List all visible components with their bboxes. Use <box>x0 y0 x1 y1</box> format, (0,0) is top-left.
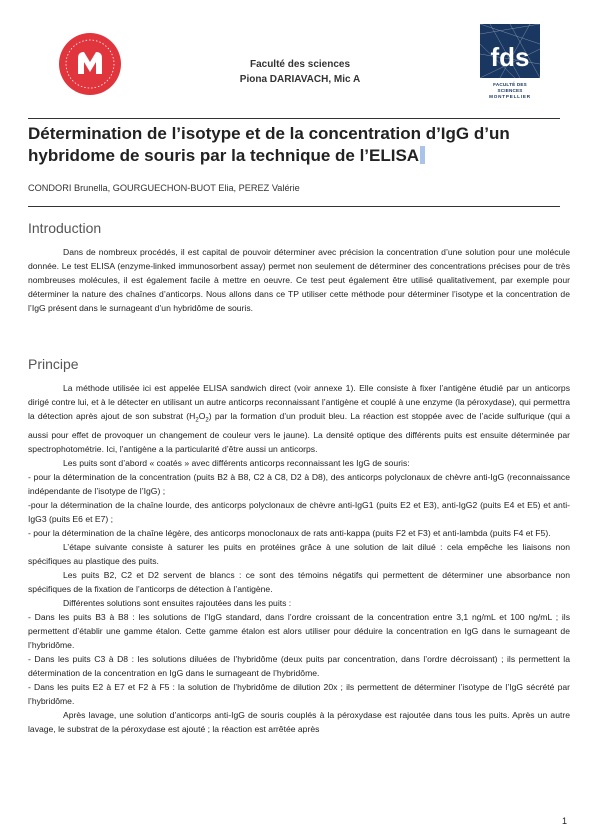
document-title: Détermination de l’isotype et de la concentration d’IgG d’un hybridome de souris par la technique de l’ELISA <box>28 124 510 165</box>
faculty-name: Faculté des sciences <box>249 59 351 70</box>
university-montpellier-logo <box>58 32 122 96</box>
paragraph: - pour la détermination de la concentration (puits B2 à B8, C2 à C8, D2 à D8), des anticorps polyclonaux de chèvre anti-IgG (reconnaissance indépendante de l’isotype de l’IgG) ; <box>28 471 570 496</box>
paragraph: L’étape suivante consiste à saturer les puits en protéines grâce à une solution de lait dilué : cela empêche les liaisons non spécifiques au plastique des puits. <box>28 541 570 566</box>
header-rule <box>28 118 560 119</box>
authors-rule <box>28 206 560 207</box>
authors-line: CONDORI Brunella, GOURGUECHON-BUOT Elia, PEREZ Valérie <box>28 183 300 193</box>
introduction-body <box>28 245 570 315</box>
page-number: 1 <box>562 816 568 826</box>
paragraph: Différentes solutions sont ensuites rajoutées dans les puits : <box>63 597 292 608</box>
text-cursor <box>420 146 425 164</box>
principe-body <box>28 381 570 736</box>
section-heading-principe: Principe <box>28 356 79 372</box>
fds-logo-block <box>480 24 540 78</box>
section-heading-introduction: Introduction <box>28 220 102 236</box>
paragraph: La méthode utilisée ici est appelée ELISA sandwich direct (voir annexe 1). Elle consiste à fixer l’antigène étudié par un anticorps dirigé contre lui, et à le détecter en utilisant un autre anticorps reconnaissant l’antigène et couplé à une enzyme (la péroxydase), qui permettra la détection après ajout de son substrat $(H_2O_2)$ par la formation d’un produit bleu. La réaction est stoppée avec de l’acide sulfurique (qui a aussi pour effet de provoquer un changement de couleur vers le jaune). La densité optique des différents puits est ensuite déterminée par spectrophotométrie. Ici, l’antigène a la particularité d’être aussi un anticorps. <box>28 383 571 454</box>
paragraph: -pour la détermination de la chaîne lourde, des anticorps polyclonaux de chèvre anti-IgG1 (puits E2 et E3), anti-IgG2 (puits E4 et E5) et anti-IgG3 (puits E6 et E7) ; <box>28 499 570 524</box>
paragraph: Après lavage, une solution d’anticorps anti-IgG de souris couplés à la péroxydase est rajoutée dans tous les puits. Après un autre lavage, le substrat de la péroxydase est ajouté ; la réaction est arrêtée après <box>28 709 570 734</box>
paragraph: - Dans les puits C3 à D8 : les solutions diluées de l’hybridôme (deux puits par concentration, dans l’ordre décroissant) ; ils permettent la détermination de la concentration en IgG dans le surnageant de l’hybridôme. <box>28 653 570 678</box>
header-info <box>200 57 400 87</box>
paragraph: - Dans les puits E2 à E7 et F2 à F5 : la solution de l’hybridôme de dilution 20x ; ils permettent de déterminer l’isotype de l’IgG sécrété par l’hybridôme. <box>28 681 570 706</box>
fds-logo-text: FACULTÉ DES SCIENCES MONTPELLIER <box>489 82 531 99</box>
paragraph: - pour la détermination de la chaîne légère, des anticorps monoclonaux de rats anti-kappa (puits F2 et F3) et anti-lambda (puits F4 et F5). <box>28 527 551 538</box>
header-authors: Piona DARIAVACH, Mic A <box>239 74 361 85</box>
paragraph: Les puits sont d’abord « coatés » avec différents anticorps reconnaissant les IgG de souris: <box>63 457 410 468</box>
svg-text:fds: fds <box>490 42 530 72</box>
paragraph: - Dans les puits B3 à B8 : les solutions de l’IgG standard, dans l’ordre croissant de la concentration entre 3,1 ng/mL et 100 ng/mL ; ils permettent d’établir une gamme étalon. Cette gamme étalon est alors utiliser pour déduire la concentration en IgG dans le surnageant de l’hybridôme. <box>28 611 570 650</box>
fds-logo <box>480 24 540 104</box>
paragraph: Dans de nombreux procédés, il est capital de pouvoir déterminer avec précision la concentration d’une solution pour une molécule donnée. Le test ELISA (enzyme-linked immunosorbent assay) permet non seulement de déterminer des concentrations précises pour de très nombreuses molécules, il est également facile à mettre en oeuvre. Ce test peut également être utilisé qualitativement, par exemple pour déterminer la nature des chaînes d’anticorps. Nous allons dans ce TP utiliser cette méthode pour déterminer l’isotype et la concentration de l’IgG présent dans le surnageant d’un hybridôme de souris. <box>28 247 570 313</box>
paragraph: Les puits B2, C2 et D2 servent de blancs : ce sont des témoins négatifs qui permettent de déterminer une absorbance non spécifiques de la fixation de l’anticorps de détection à l’antigène. <box>28 569 570 594</box>
